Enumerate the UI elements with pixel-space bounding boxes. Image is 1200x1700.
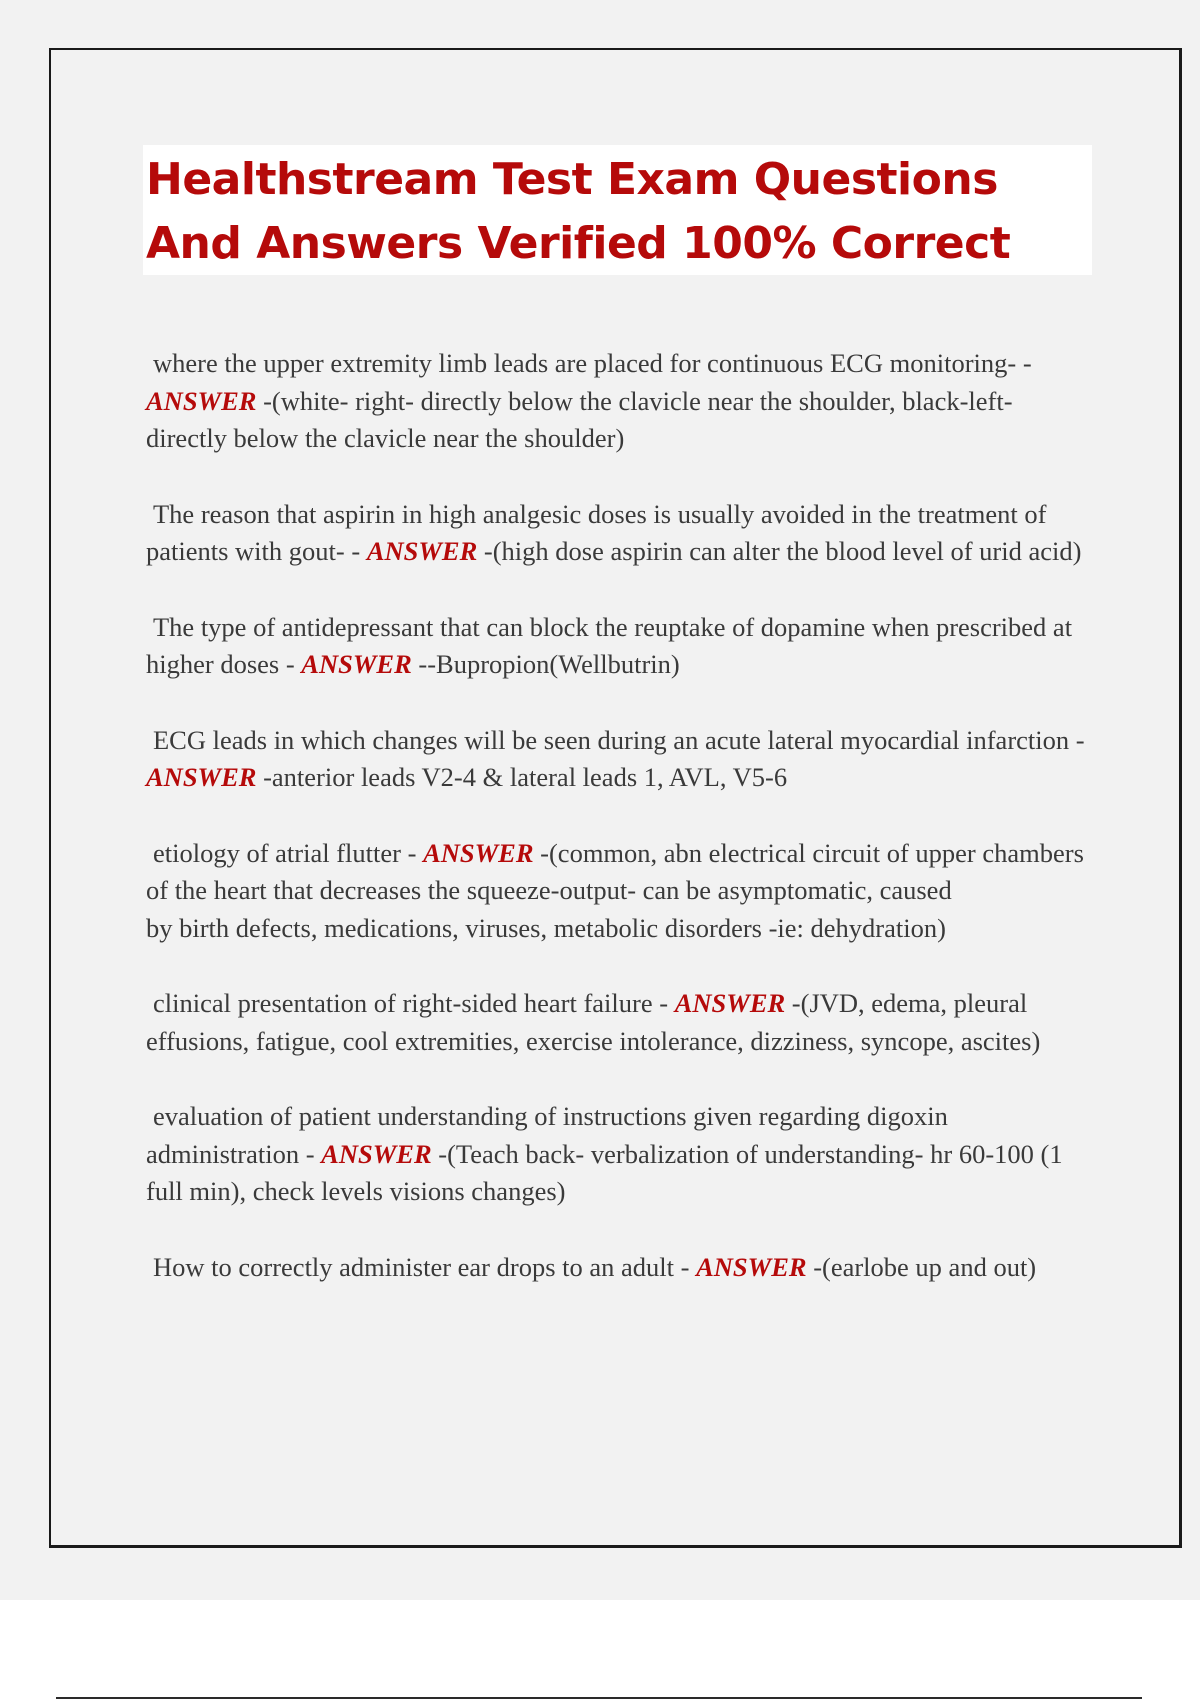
question-text: evaluation of patient understanding of instructions given regarding digoxin administration - [146, 1101, 948, 1169]
question-text: etiology of atrial flutter - [153, 837, 424, 868]
qa-item [146, 345, 1086, 458]
qa-item [146, 985, 1086, 1060]
answer-text-continued: by birth defects, medications, viruses, metabolic disorders -ie: dehydration) [146, 912, 946, 943]
answer-text: -(white- right- directly below the clavicle near the shoulder, black-left-directly below the clavicle near the shoulder) [146, 385, 1013, 453]
qa-item [146, 609, 1086, 684]
answer-text: --Bupropion(Wellbutrin) [411, 649, 680, 679]
answer-text: -(common, abn electrical circuit of upper chambers of the heart that decreases the squeeze-output- can be asymptomatic, caused [146, 837, 1084, 905]
qa-item [146, 1249, 1086, 1287]
question-text: where the upper extremity limb leads are placed for continuous ECG monitoring- - [153, 348, 1032, 378]
question-text: The reason that aspirin in high analgesic doses is usually avoided in the treatment of patients with gout- - [146, 498, 1047, 566]
answer-label: ANSWER [366, 536, 478, 566]
qa-list [146, 345, 1086, 1324]
qa-item [146, 835, 1086, 948]
answer-label: ANSWER [146, 385, 257, 416]
qa-item [146, 1098, 1086, 1211]
answer-label: ANSWER [321, 1138, 432, 1169]
qa-item [146, 496, 1086, 571]
question-text: The type of antidepressant that can block the reuptake of dopamine when prescribed at higher doses - [146, 611, 1073, 679]
question-text: How to correctly administer ear drops to an adult - [153, 1251, 697, 1282]
answer-text: -(earlobe up and out) [806, 1251, 1037, 1282]
question-text: clinical presentation of right-sided heart failure - [153, 988, 675, 1018]
answer-text: -(JVD, edema, pleural effusions, fatigue, cool extremities, exercise intolerance, dizziness, syncope, ascites) [146, 988, 1041, 1056]
document-title: Healthstream Test Exam Questions And Answers Verified 100% Correct [146, 154, 1011, 269]
answer-label: ANSWER [423, 837, 534, 868]
question-text: ECG leads in which changes will be seen during an acute lateral myocardial infarction - [153, 724, 1085, 755]
qa-item [146, 722, 1086, 797]
answer-label: ANSWER [696, 1251, 807, 1282]
answer-text: -(Teach back- verbalization of understanding- hr 60-100 (1 full min), check levels visions changes) [146, 1138, 1063, 1206]
answer-label: ANSWER [301, 649, 412, 679]
answer-text: -(high dose aspirin can alter the blood level of urid acid) [477, 536, 1082, 566]
footer-divider [56, 1697, 1142, 1699]
answer-text: -anterior leads V2-4 & lateral leads 1, AVL, V5-6 [256, 762, 788, 792]
answer-label: ANSWER [146, 762, 257, 792]
answer-label: ANSWER [674, 988, 786, 1018]
